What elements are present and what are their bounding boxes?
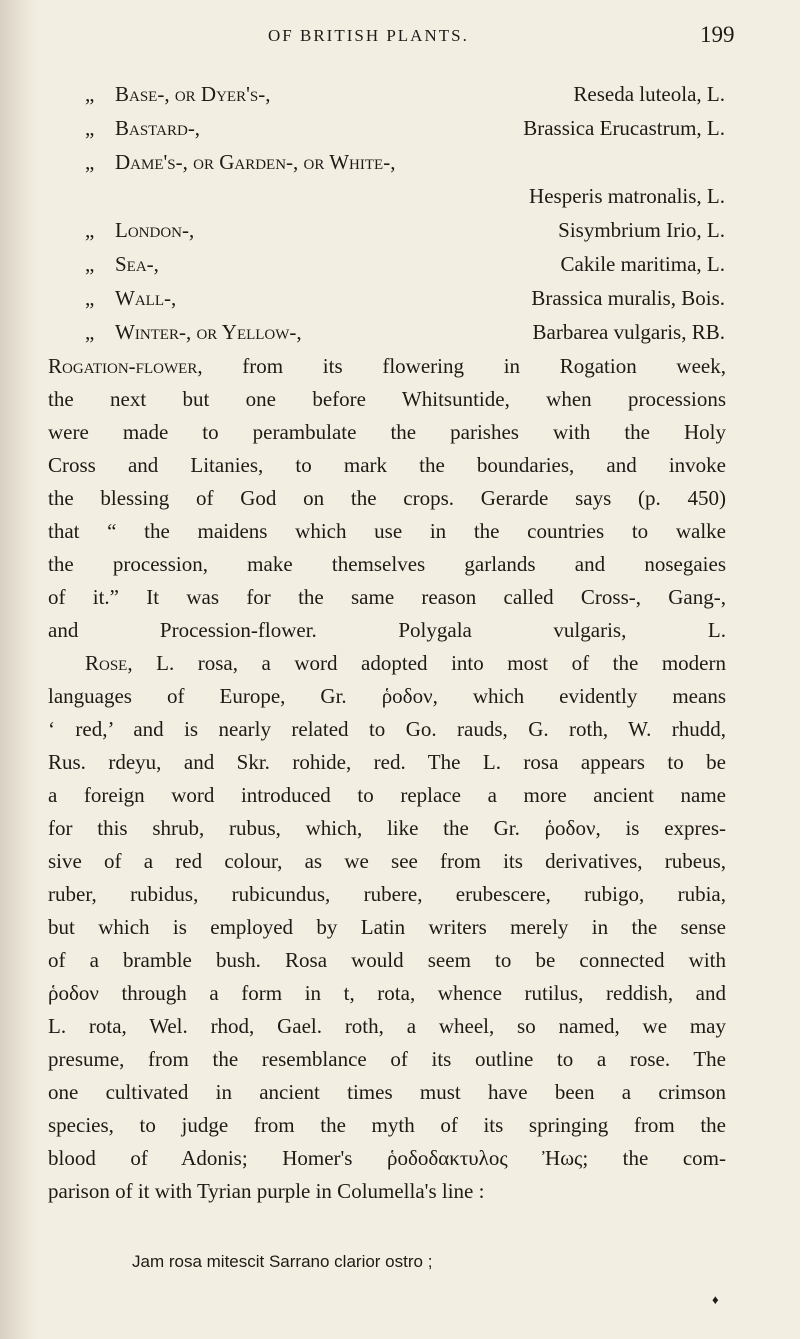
entry-line [85,213,725,247]
printer-mark: ♦ [712,1292,719,1307]
page-number: 199 [700,22,735,47]
entry-term: Rogation-flower, [48,354,203,378]
entry-term: Dame's-, or Garden-, or White-, [115,150,396,174]
verse-quotation: Jam rosa mitescit Sarrano clarior ostro ; [132,1252,433,1271]
line-text: L. rosa, a word adopted into most of the modern [156,651,726,675]
page-header [0,18,800,58]
ditto-mark: „ [85,150,95,174]
running-title: OF BRITISH PLANTS. [268,26,469,45]
botanical-name: Sisymbrium Irio, L. [558,218,725,242]
entry-line [85,247,725,281]
paragraph-line: languages of Europe, Gr. ῥοδον, which evidently means [48,684,726,708]
paragraph-line: that “ the maidens which use in the countries to walke [48,519,726,543]
paragraph-line: blood of Adonis; Homer's ῥοδοδακτυλος Ἠως; the com- [48,1146,726,1170]
paragraph-line: of a bramble bush. Rosa would seem to be connected with [48,948,726,972]
ditto-mark: „ [85,320,95,344]
paragraph-line: were made to perambulate the parishes with the Holy [48,420,726,444]
line-text: from its flowering in Rogation week, [242,354,726,378]
paragraph-line: and Procession-flower. Polygala vulgaris, L. [48,618,726,642]
ditto-mark: „ [85,116,95,140]
botanical-name: Brassica muralis, Bois. [531,286,725,310]
botanical-name: Brassica Erucastrum, L. [523,116,725,140]
ditto-mark: „ [85,252,95,276]
paragraph-line: ῥοδον through a form in t, rota, whence rutilus, reddish, and [48,981,726,1005]
entry-term: Base-, or Dyer's-, [115,82,271,106]
paragraph-line: Rus. rdeyu, and Skr. rohide, red. The L. rosa appears to be [48,750,726,774]
paragraph-line: one cultivated in ancient times must have been a crimson [48,1080,726,1104]
paragraph-line: sive of a red colour, as we see from its derivatives, rubeus, [48,849,726,873]
ditto-mark: „ [85,286,95,310]
paragraph-line: species, to judge from the myth of its springing from the [48,1113,726,1137]
botanical-name: Cakile maritima, L. [560,252,725,276]
paragraph-line: a foreign word introduced to replace a more ancient name [48,783,726,807]
entry-line [85,179,725,213]
entry-term: Winter-, or Yellow-, [115,320,302,344]
paragraph-line: the next but one before Whitsuntide, when processions [48,387,726,411]
entry-term: London-, [115,218,195,242]
paragraph-line: of it.” It was for the same reason called Cross-, Gang-, [48,585,726,609]
paragraph-line: parison of it with Tyrian purple in Columella's line : [48,1179,485,1203]
entry-line [85,145,725,179]
paragraph-line: L. rota, Wel. rhod, Gael. roth, a wheel, so named, we may [48,1014,726,1038]
botanical-name: Barbarea vulgaris, RB. [532,320,725,344]
entry-term: Wall-, [115,286,177,310]
paragraph-line: presume, from the resemblance of its outline to a rose. The [48,1047,726,1071]
paragraph-line: Cross and Litanies, to mark the boundaries, and invoke [48,453,726,477]
botanical-name: Reseda luteola, L. [573,82,725,106]
entry-term: Bastard-, [115,116,201,140]
entry-term: Rose, [85,651,133,675]
entry-line [85,77,725,111]
paragraph-line: the blessing of God on the crops. Gerarde says (p. 450) [48,486,726,510]
entry-line [85,111,725,145]
paragraph-line [48,350,726,383]
entry-line [85,315,725,349]
paragraph-line: ‘ red,’ and is nearly related to Go. rauds, G. roth, W. rhudd, [48,717,726,741]
ditto-mark: „ [85,82,95,106]
ditto-mark: „ [85,218,95,242]
paragraph-line: but which is employed by Latin writers merely in the sense [48,915,726,939]
paragraph-line: ruber, rubidus, rubicundus, rubere, erubescere, rubigo, rubia, [48,882,726,906]
entry-line [85,281,725,315]
binding-gutter [0,0,38,1339]
paragraph-line [85,647,726,680]
entry-term: Sea-, [115,252,159,276]
botanical-name: Hesperis matronalis, L. [529,184,725,208]
paragraph-line: the procession, make themselves garlands and nosegaies [48,552,726,576]
paragraph-line: for this shrub, rubus, which, like the Gr. ῥοδον, is expres- [48,816,726,840]
